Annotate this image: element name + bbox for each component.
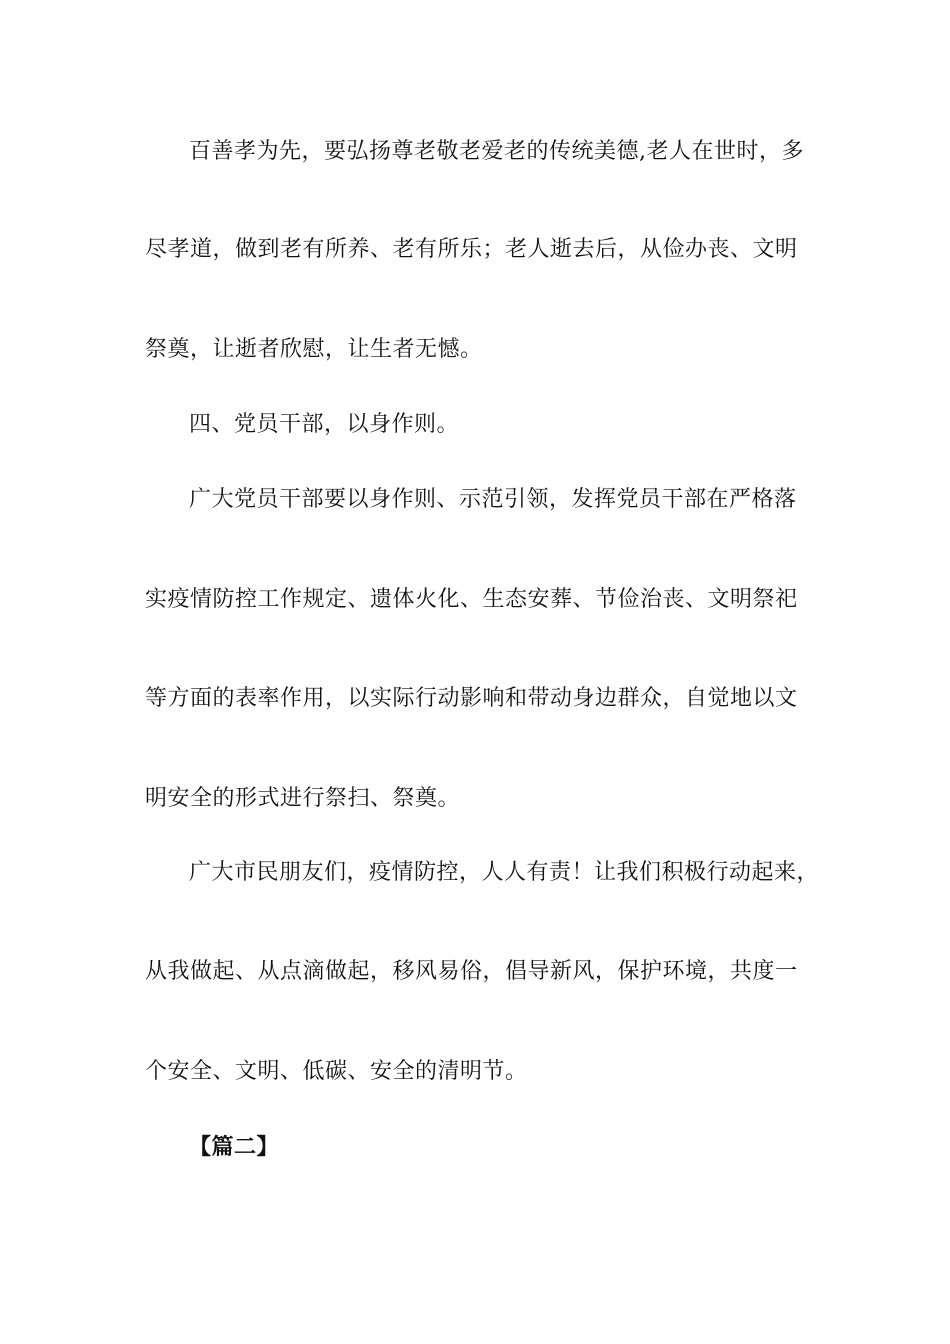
paragraph-line: 明安全的形式进行祭扫、祭奠。 <box>145 786 461 811</box>
part-heading: 【篇二】 <box>189 1134 280 1160</box>
paragraph-line: 广大党员干部要以身作则、示范引领，发挥党员干部在严格落 <box>189 487 797 512</box>
section-heading: 四、党员干部，以身作则。 <box>189 412 460 437</box>
paragraph-line: 尽孝道，做到老有所养、老有所乐；老人逝去后，从俭办丧、文明 <box>145 237 798 262</box>
paragraph-line: 实疫情防控工作规定、遗体火化、生态安葬、节俭治丧、文明祭祀 <box>145 587 798 612</box>
paragraph-line: 百善孝为先，要弘扬尊老敬老爱老的传统美德,老人在世时，多 <box>189 139 804 164</box>
paragraph-line: 广大市民朋友们，疫情防控，人人有责！让我们积极行动起来， <box>189 860 820 885</box>
paragraph-line: 祭奠，让逝者欣慰，让生者无憾。 <box>145 337 483 362</box>
paragraph-line: 从我做起、从点滴做起，移风易俗，倡导新风，保护环境，共度一 <box>145 959 798 984</box>
paragraph-line: 个安全、文明、低碳、安全的清明节。 <box>145 1059 528 1084</box>
paragraph-line: 等方面的表率作用，以实际行动影响和带动身边群众，自觉地以文 <box>145 686 798 711</box>
